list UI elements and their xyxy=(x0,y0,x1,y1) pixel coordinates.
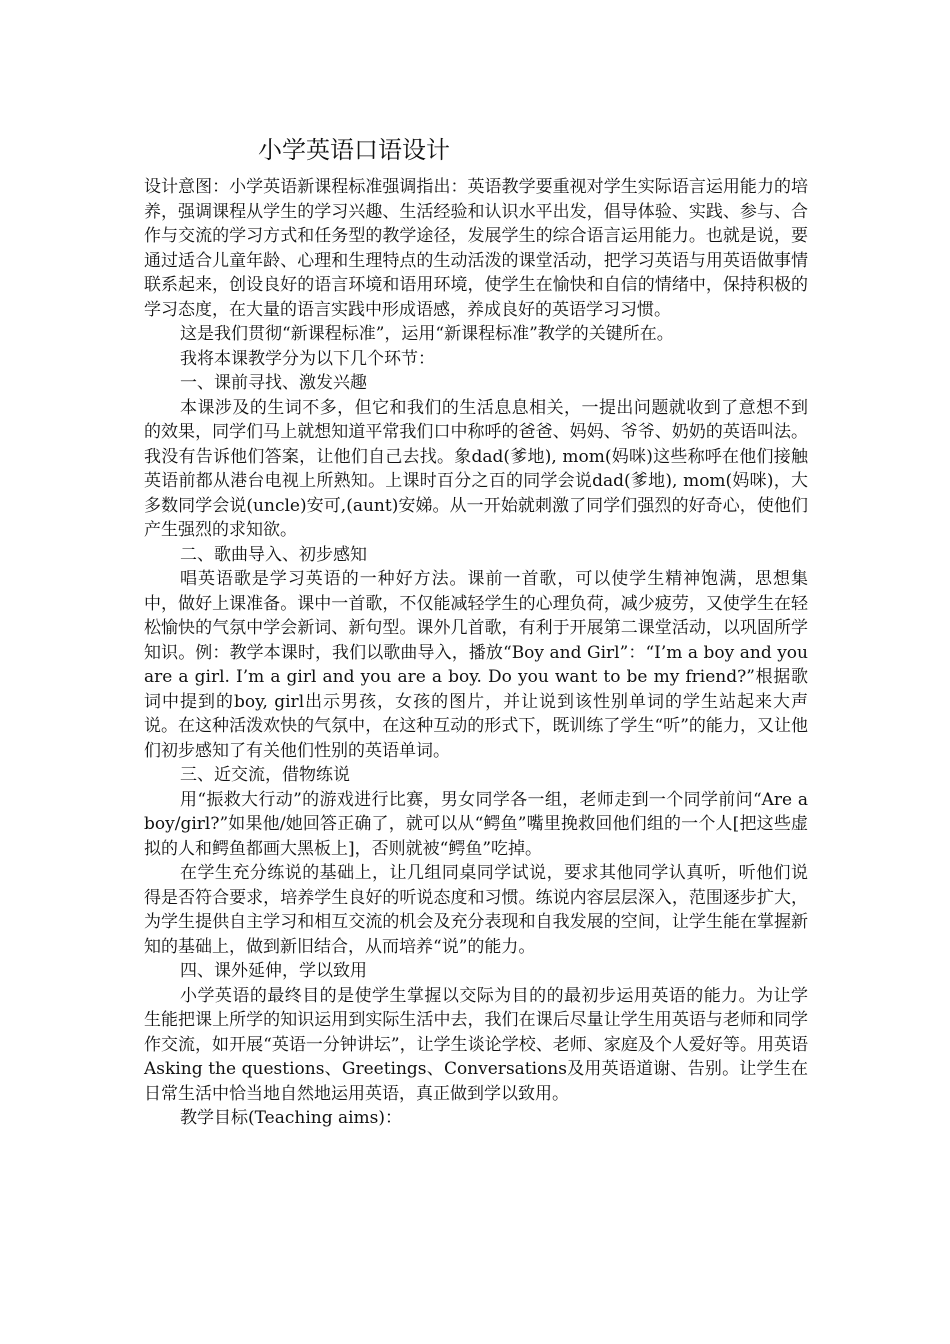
section-heading-3: 三、近交流，借物练说 xyxy=(180,765,350,785)
section-heading-1: 一、课前寻找、激发兴趣 xyxy=(180,373,367,393)
section-2-paragraph: 唱英语歌是学习英语的一种好方法。课前一首歌，可以使学生精神饱满，思想集中，做好上课准备。课中一首歌，不仅能减轻学生的心理负荷，减少疲劳，又使学生在轻松愉快的气氛中学会新词、新句型。课外几首歌，有利于开展第二课堂活动，以巩固所学知识。例：教学本课时，我们以歌曲导入，播放“Boy and Girl”：“I’m a boy and you are a girl. I’m a girl and you are a boy. Do you want to be my friend?”根据歌词中提到的boy, girl出示男孩，女孩的图片，并让说到该性别单词的学生站起来大声说。在这种活泼欢快的气氛中，在这种互动的形式下，既训练了学生“听”的能力，又让他们初步感知了有关他们性别的英语单词。 xyxy=(144,569,808,761)
section-3-paragraph-2: 在学生充分练说的基础上，让几组同桌同学试说，要求其他同学认真听，听他们说得是否符合要求，培养学生良好的听说态度和习惯。练说内容层层深入，范围逐步扩大，为学生提供自主学习和相互交流的机会及充分表现和自我发展的空间，让学生能在掌握新知的基础上，做到新旧结合，从而培养“说”的能力。 xyxy=(144,863,808,957)
section-heading-4: 四、课外延伸，学以致用 xyxy=(180,961,367,981)
section-4-paragraph: 小学英语的最终目的是使学生掌握以交际为目的的最初步运用英语的能力。为让学生能把课上所学的知识运用到实际生活中去，我们在课后尽量让学生用英语与老师和同学作交流，如开展“英语一分钟讲坛”，让学生谈论学校、老师、家庭及个人爱好等。用英语Asking the questions、Greetings、Conversations及用英语道谢、告别。让学生在日常生活中恰当地自然地运用英语，真正做到学以致用。 xyxy=(144,985,808,1104)
key-point-paragraph: 这是我们贯彻“新课程标准”，运用“新课程标准”教学的关键所在。 xyxy=(180,324,674,344)
section-heading-2: 二、歌曲导入、初步感知 xyxy=(180,544,367,565)
section-3-paragraph-1: 用“振救大行动”的游戏进行比赛，男女同学各一组，老师走到一个同学前问“Are a boy/girl?”如果他/她回答正确了，就可以从“鳄鱼”嘴里挽救回他们组的一个人[把这些虚拟的人和鳄鱼都画大黑板上]，否则就被“鳄鱼”吃掉。 xyxy=(144,789,808,859)
document-title: 小学英语口语设计 xyxy=(258,136,450,164)
section-1-paragraph: 本课涉及的生词不多，但它和我们的生活息息相关，一提出问题就收到了意想不到的效果，同学们马上就想知道平常我们口中称呼的爸爸、妈妈、爷爷、奶奶的英语叫法。我没有告诉他们答案，让他们自己去找。象dad(爹地), mom(妈咪)这些称呼在他们接触英语前都从港台电视上所熟知。上课时百分之百的同学会说dad(爹地), mom(妈咪)，大多数同学会说(uncle)安可,(aunt)安娣。从一开始就刺激了同学们强烈的好奇心，使他们产生强烈的求知欲。 xyxy=(144,397,808,540)
document-body xyxy=(144,175,808,1131)
sections-intro-paragraph: 我将本课教学分为以下几个环节： xyxy=(180,348,435,369)
teaching-aims-heading: 教学目标(Teaching aims)： xyxy=(180,1108,403,1128)
intent-paragraph: 设计意图：小学英语新课程标准强调指出：英语教学要重视对学生实际语言运用能力的培养，强调课程从学生的学习兴趣、生活经验和认识水平出发，倡导体验、实践、参与、合作与交流的学习方式和任务型的教学途径，发展学生的综合语言运用能力。也就是说，要通过适合儿童年龄、心理和生理特点的生动活泼的课堂活动，把学习英语与用英语做事情联系起来，创设良好的语言环境和语用环境，使学生在愉快和自信的情绪中，保持积极的学习态度，在大量的语言实践中形成语感，养成良好的英语学习习惯。 xyxy=(144,177,808,320)
